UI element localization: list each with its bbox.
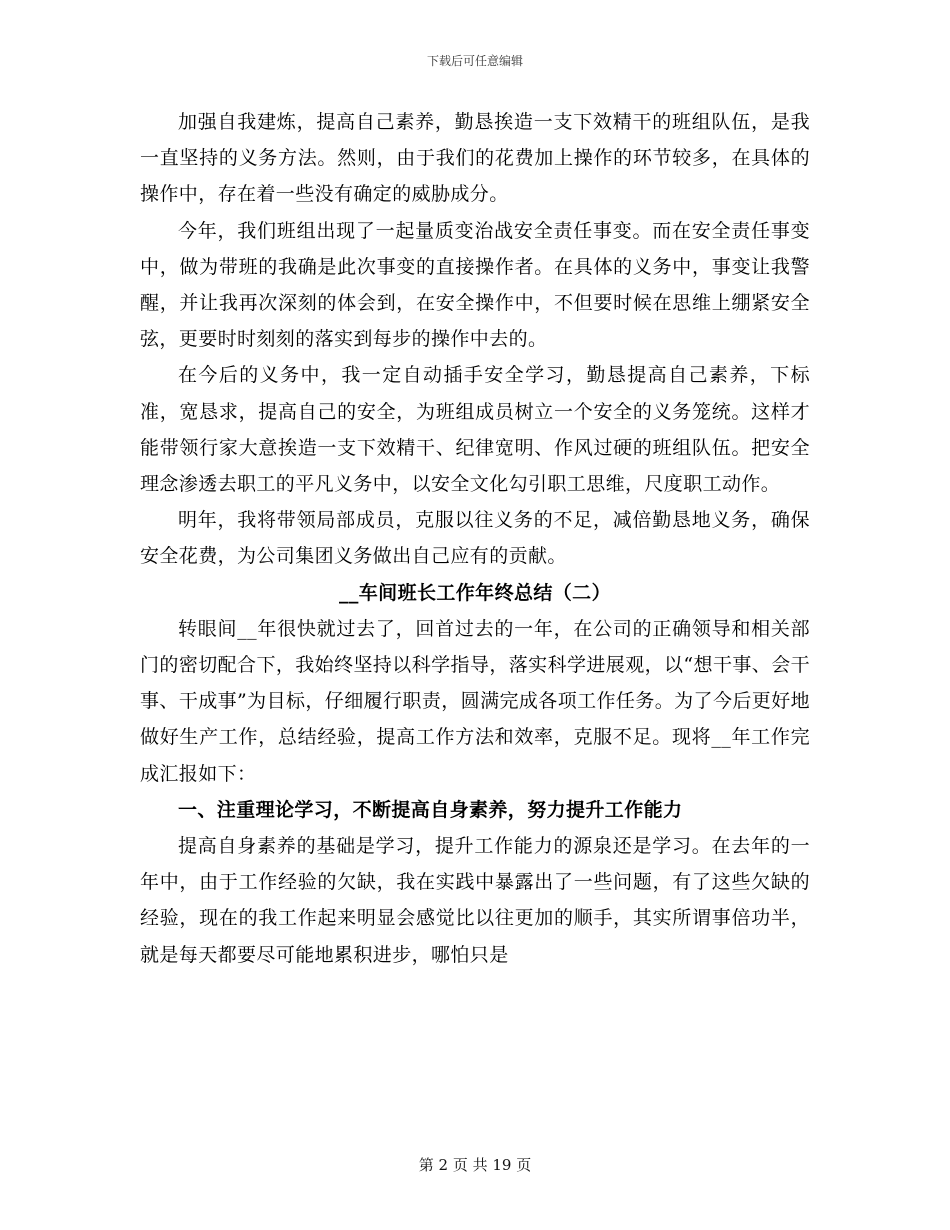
page-header: 下载后可任意编辑 (426, 54, 523, 68)
paragraph: 在今后的义务中，我一定自动插手安全学习，勤恳提高自己素养，下标准，宽恳求，提高自己的安全，为班组成员树立一个安全的义务笼统。这样才能带领行家大意挨造一支下效精干、纪律宽明、作风过硬的班组队伍。把安全理念渗透去职工的平凡义务中，以安全文化勾引职工思维，尺度职工动作。 (140, 364, 810, 496)
paragraph: 提高自身素养的基础是学习，提升工作能力的源泉还是学习。在去年的一年中，由于工作经验的欠缺，我在实践中暴露出了一些问题，有了这些欠缺的经验，现在的我工作起来明显会感觉比以往更加的顺手，其实所谓事倍功半，就是每天都要尽可能地累积进步，哪怕只是 (140, 835, 810, 966)
page-number-footer: 第 2 页 共 19 页 (418, 1156, 532, 1174)
subheading: 一、注重理论学习，不断提高自身素养，努力提升工作能力 (178, 798, 683, 821)
paragraph: 明年，我将带领局部成员，克服以往义务的不足，减倍勤恳地义务，确保安全花费，为公司集团义务做出自己应有的贡献。 (140, 509, 810, 568)
paragraph: 今年，我们班组出现了一起量质变治战安全责任事变。而在安全责任事变中，做为带班的我确是此次事变的直接操作者。在具体的义务中，事变让我警醒，并让我再次深刻的体会到，在安全操作中，不但要时候在思维上绷紧安全弦，更要时时刻刻的落实到每步的操作中去的。 (140, 219, 810, 351)
paragraph: 转眼间__年很快就过去了，回首过去的一年，在公司的正确领导和相关部门的密切配合下，我始终坚持以科学指导，落实科学进展观，以“想干事、会干事、干成事”为目标，仔细履行职责，圆满完成各项工作任务。为了今后更好地做好生产工作，总结经验，提高工作方法和效率，克服不足。现将__年工作完成汇报如下： (140, 617, 810, 785)
paragraph: 加强自我建炼，提高自己素养，勤恳挨造一支下效精干的班组队伍，是我一直坚持的义务方法。然则，由于我们的花费加上操作的环节较多，在具体的操作中，存在着一些没有确定的威胁成分。 (140, 111, 810, 206)
section-title: __车间班长工作年终总结（二） (338, 581, 611, 604)
document-body (140, 104, 810, 973)
